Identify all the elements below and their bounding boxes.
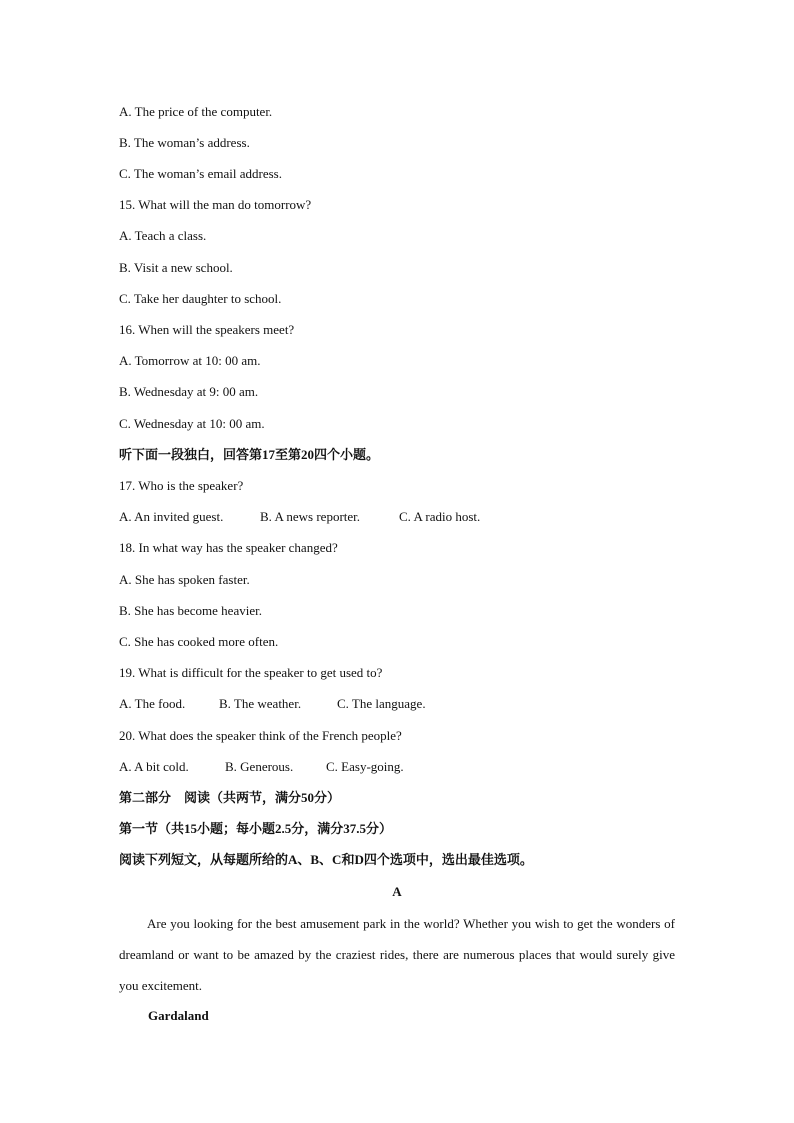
q20-option-c: C. Easy-going.	[326, 759, 404, 774]
passage-letter: A	[392, 884, 402, 899]
q14-option-c: C. The woman’s email address.	[119, 166, 282, 181]
q20-option-b: B. Generous.	[225, 759, 294, 774]
q19-option-b: B. The weather.	[219, 696, 302, 711]
q17-option-a: A. An invited guest.	[119, 509, 224, 524]
section1-heading: 第一节（共15小题；每小题2.5分，满分37.5分）	[119, 821, 393, 836]
gardaland-subheading: Gardaland	[148, 1008, 209, 1023]
q17-option-b: B. A news reporter.	[260, 509, 361, 524]
q16-option-c: C. Wednesday at 10: 00 am.	[119, 416, 265, 431]
section-instruction: 听下面一段独白，回答第17至第20四个小题。	[119, 447, 380, 462]
q16-question: 16. When will the speakers meet?	[119, 322, 295, 337]
q17-options	[119, 509, 480, 525]
q20-options	[119, 759, 404, 775]
q19-options	[119, 696, 426, 712]
q15-option-c: C. Take her daughter to school.	[119, 291, 282, 306]
q19-option-a: A. The food.	[119, 696, 186, 711]
q19-option-c: C. The language.	[337, 696, 426, 711]
q17-option-c: C. A radio host.	[399, 509, 481, 524]
q20-question: 20. What does the speaker think of the French people?	[119, 728, 402, 743]
q16-option-b: B. Wednesday at 9: 00 am.	[119, 384, 259, 399]
q14-option-a: A. The price of the computer.	[119, 104, 273, 119]
q18-option-b: B. She has become heavier.	[119, 603, 262, 618]
q18-option-a: A. She has spoken faster.	[119, 572, 250, 587]
q20-option-a: A. A bit cold.	[119, 759, 189, 774]
q16-option-a: A. Tomorrow at 10: 00 am.	[119, 353, 261, 368]
q15-question: 15. What will the man do tomorrow?	[119, 197, 312, 212]
q15-option-a: A. Teach a class.	[119, 228, 207, 243]
q17-question: 17. Who is the speaker?	[119, 478, 244, 493]
q14-option-b: B. The woman’s address.	[119, 135, 250, 150]
q18-question: 18. In what way has the speaker changed?	[119, 540, 338, 555]
part2-heading: 第二部分 阅读（共两节，满分50分）	[119, 790, 341, 805]
reading-instruction: 阅读下列短文，从每题所给的A、B、C和D四个选项中，选出最佳选项。	[119, 852, 533, 867]
passage-paragraph: Are you looking for the best amusement park in the world? Whether you wish to get the wonders of dreamland or want to be amazed by the craziest rides, there are numerous places that would surely give you excitement.	[119, 916, 675, 993]
q19-question: 19. What is difficult for the speaker to get used to?	[119, 665, 383, 680]
q18-option-c: C. She has cooked more often.	[119, 634, 279, 649]
q15-option-b: B. Visit a new school.	[119, 260, 233, 275]
